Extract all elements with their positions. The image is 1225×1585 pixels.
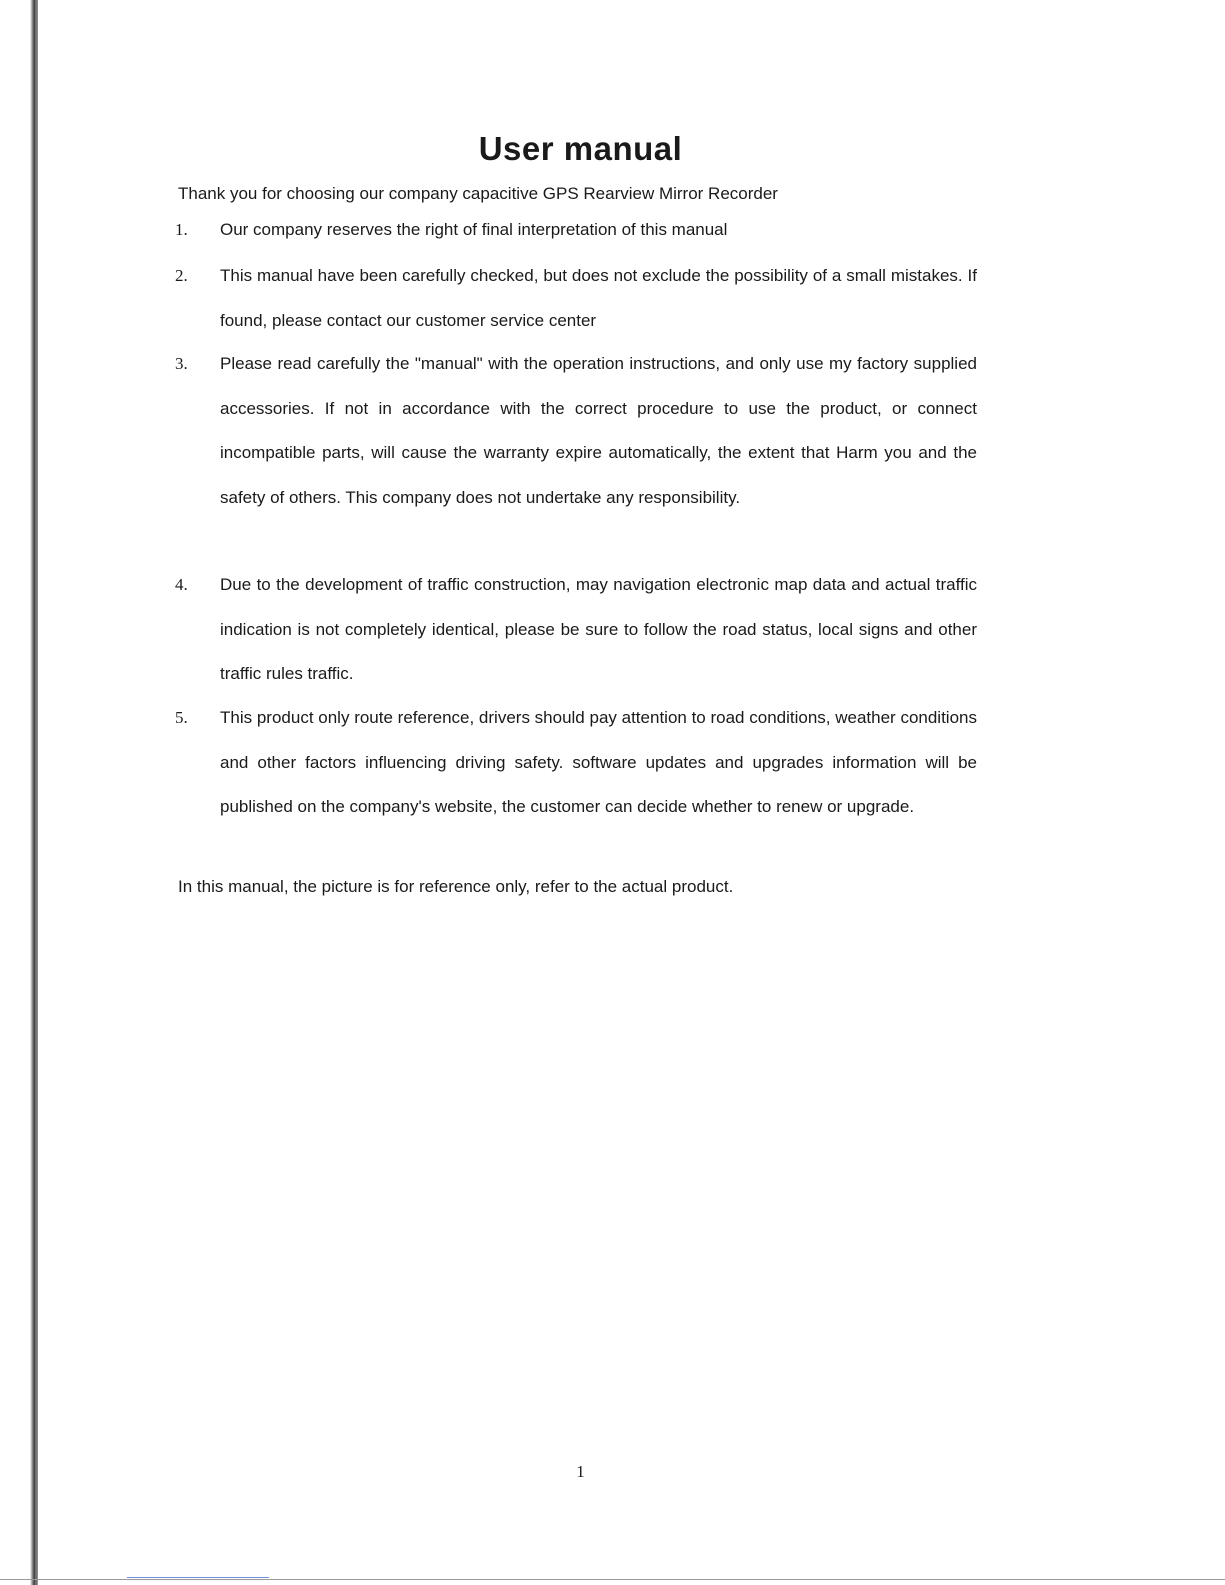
list-item-text: Please read carefully the "manual" with the operation instructions, and only use my factory supplied accessories. If not in accordance with the correct procedure to use the product, or connect incompatible parts, will cause the warranty expire automatically, the extent that Harm you and the safety of others. This company does not undertake any responsibility. bbox=[220, 354, 977, 507]
list-item-number: 1. bbox=[175, 220, 188, 239]
bottom-link-underline bbox=[127, 1577, 269, 1578]
list-item-number: 3. bbox=[175, 354, 188, 373]
list-item-number: 2. bbox=[175, 266, 188, 285]
closing-text: In this manual, the picture is for reference only, refer to the actual product. bbox=[178, 877, 734, 896]
page-number: 1 bbox=[576, 1462, 585, 1481]
list-item-text: Our company reserves the right of final interpretation of this manual bbox=[220, 220, 728, 239]
list-item-number: 5. bbox=[175, 708, 188, 727]
list-item-text: This manual have been carefully checked, but does not exclude the possibility of a small mistakes. If found, please contact our customer service center bbox=[220, 266, 977, 330]
list-item-text: This product only route reference, drivers should pay attention to road conditions, weather conditions and other factors influencing driving safety. software updates and upgrades information will be published on the company's website, the customer can decide whether to renew or upgrade. bbox=[220, 708, 977, 816]
bottom-divider bbox=[0, 1579, 1225, 1580]
list-item-number: 4. bbox=[175, 575, 188, 594]
document-title: User manual bbox=[478, 130, 683, 167]
intro-text: Thank you for choosing our company capacitive GPS Rearview Mirror Recorder bbox=[178, 184, 778, 203]
scan-edge-line bbox=[36, 0, 38, 1585]
list-item-text: Due to the development of traffic construction, may navigation electronic map data and actual traffic indication is not completely identical, please be sure to follow the road status, local signs and other traffic rules traffic. bbox=[220, 575, 977, 683]
